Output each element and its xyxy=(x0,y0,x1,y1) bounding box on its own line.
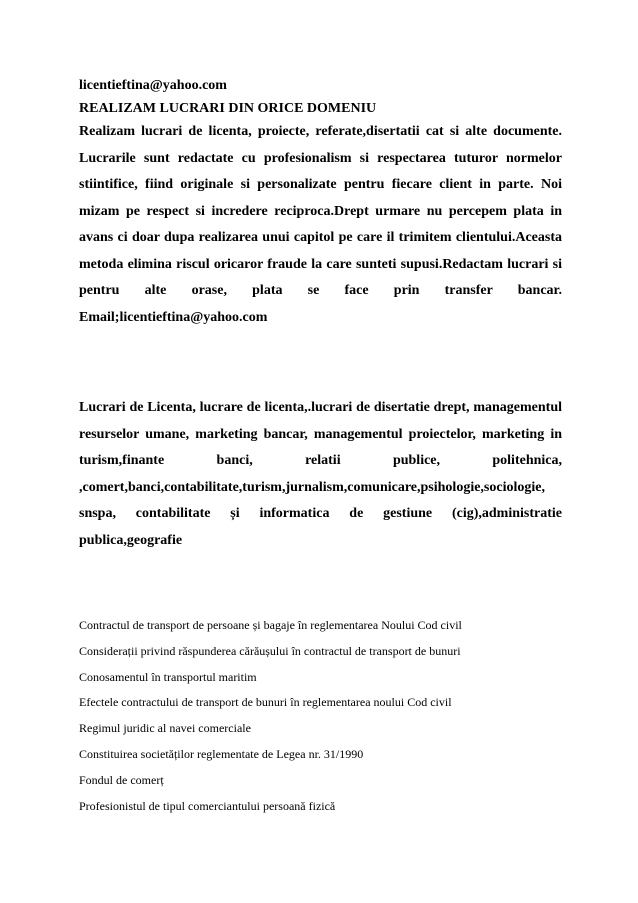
document-heading: REALIZAM LUCRARI DIN ORICE DOMENIU xyxy=(79,101,377,116)
list-item: Fondul de comerț xyxy=(79,772,164,787)
list-item: Efectele contractului de transport de bunuri în reglementarea noului Cod civil xyxy=(79,695,452,710)
list-item: Contractul de transport de persoane și bagaje în reglementarea Noului Cod civil xyxy=(79,618,462,632)
intro-paragraph: Realizam lucrari de licenta, proiecte, referate,disertatii cat si alte documente. Lucrarile sunt redactate cu profesionalism si respectarea tuturor normelor stiintifice, fiind originale si personalizate pentru fiecare client in parte. Noi mizam pe respect si incredere reciproca.Drept urmare nu percepem plata in avans ci doar dupa realizarea unui capitol pe care il trimitem clientului.Aceasta metoda elimina riscul oricaror fraude la care sunteti supusi.Redactam lucrari si pentru alte orase, plata se face prin transfer bancar. Email;licentieftina@yahoo.com xyxy=(79,124,562,325)
list-item: Regimul juridic al navei comerciale xyxy=(79,721,251,736)
contact-email: licentieftina@yahoo.com xyxy=(79,78,227,93)
topics-list xyxy=(79,618,562,814)
list-item: Conosamentul în transportul maritim xyxy=(79,669,257,684)
list-item: Profesionistul de tipul comerciantului persoană fizică xyxy=(79,798,336,813)
list-item: Constituirea societăților reglementate de Legea nr. 31/1990 xyxy=(79,746,364,761)
list-item: Considerații privind răspunderea cărăușului în contractul de transport de bunuri xyxy=(79,643,461,658)
fields-paragraph: Lucrari de Licenta, lucrare de licenta,.lucrari de disertatie drept, managementul resurselor umane, marketing bancar, managementul proiectelor, marketing in turism,finante banci, relatii publice, politehnica, ,comert,banci,contabilitate,turism,jurnalism,comunicare,psihologie,sociologie, snspa, contabilitate și informatica de gestiune (cig),administratie publica,geografie xyxy=(79,400,562,548)
document-page xyxy=(79,76,562,824)
